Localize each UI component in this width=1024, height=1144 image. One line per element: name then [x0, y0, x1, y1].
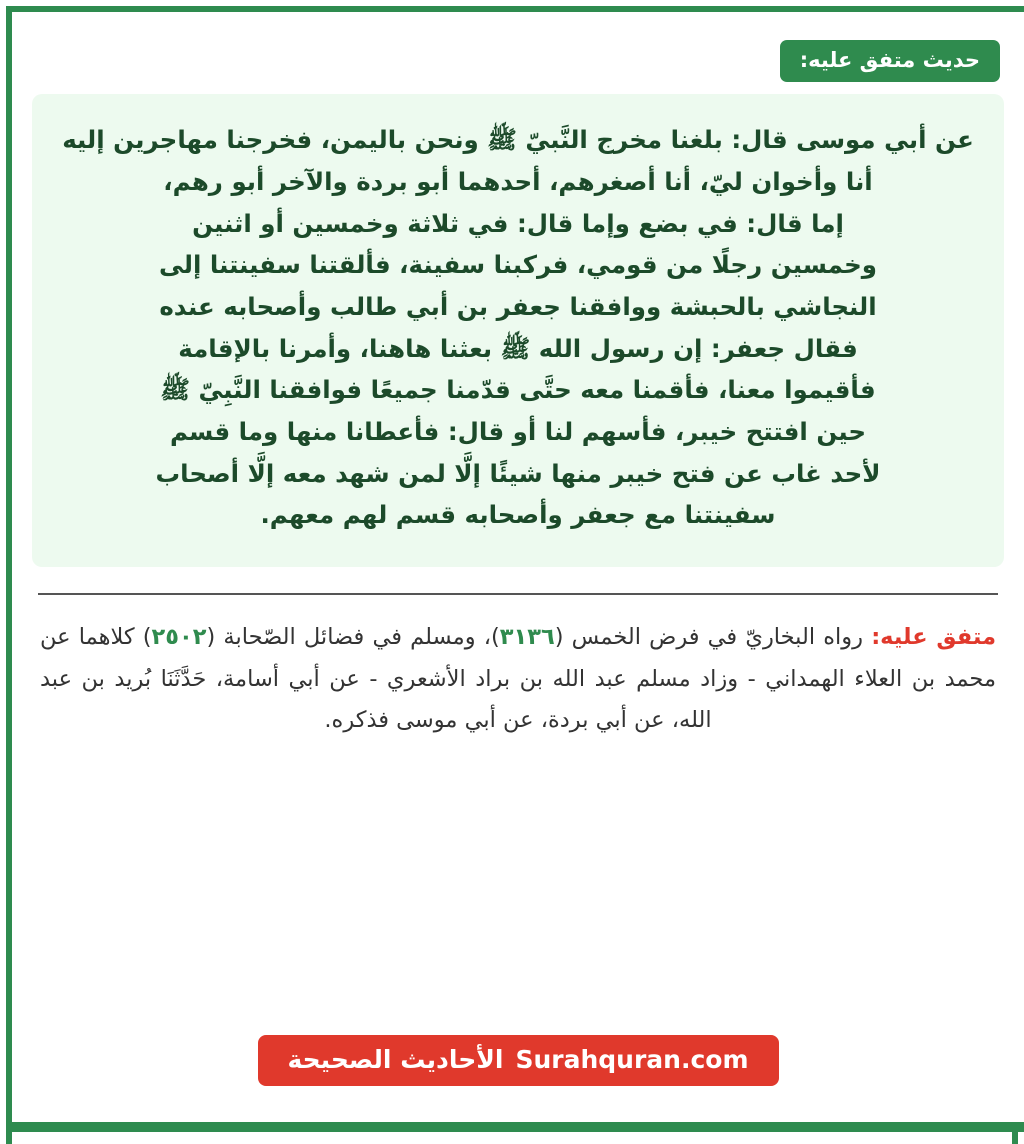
- hadith-line: سفينتنا مع جعفر وأصحابه قسم لهم معهم.: [260, 500, 776, 530]
- reference-text-3: ) كلاهما عن محمد بن العلاء الهمداني - وزاد مسلم عبد الله بن براد الأشعري - عن أبي أسامة، حَدَّثَنَا بُريد بن عبد الله، عن أبي بردة، عن أبي موسى فذكره.: [40, 624, 996, 734]
- footer-row: [12, 1035, 1024, 1086]
- hadith-line: عن أبي موسى قال: بلغنا مخرج النَّبيّ ﷺ ونحن باليمن، فخرجنا مهاجرين إليه: [62, 125, 974, 155]
- hadith-line: فقال جعفر: إن رسول الله ﷺ بعثنا هاهنا، وأمرنا بالإقامة: [178, 333, 858, 363]
- hadith-text-box: [32, 94, 1004, 567]
- header-row: [32, 40, 1004, 82]
- reference-paragraph: [32, 617, 1004, 742]
- hadith-line: حين افتتح خيبر، فأسهم لنا أو قال: فأعطانا منها وما قسم: [169, 417, 867, 446]
- reference-label: متفق عليه:: [871, 624, 997, 651]
- reference-text-2: )، ومسلم في فضائل الصّحابة (: [206, 624, 500, 651]
- hadith-line: أنا وأخوان ليّ، أنا أصغرهم، أحدهما أبو بردة والآخر أبو رهم،: [163, 166, 873, 196]
- site-name: Surahquran.com: [515, 1045, 749, 1074]
- reference-number-bukhari: ٣١٣٦: [499, 624, 555, 651]
- document-content: [12, 12, 1024, 1122]
- reference-number-muslim: ٢٥٠٢: [151, 624, 207, 651]
- hadith-line: فأقيموا معنا، فأقمنا معه حتَّى قدّمنا جميعًا فوافقنا النَّبِيّ ﷺ: [160, 375, 876, 405]
- section-divider: [38, 593, 998, 595]
- site-tagline: الأحاديث الصحيحة: [287, 1045, 504, 1074]
- reference-text-1: رواه البخاريّ في فرض الخمس (: [554, 624, 872, 651]
- hadith-line: لأحد غاب عن فتح خيبر منها شيئًا إلَّا لمن شهد معه إلَّا أصحاب: [155, 458, 881, 488]
- hadith-line: النجاشي بالحبشة ووافقنا جعفر بن أبي طالب وأصحابه عنده: [159, 291, 877, 321]
- hadith-grade-badge: حديث متفق عليه:: [780, 40, 1000, 82]
- hadith-line: وخمسين رجلًا من قومي، فركبنا سفينة، فألقتنا سفينتنا إلى: [159, 250, 877, 280]
- hadith-line: إما قال: في بضع وإما قال: في ثلاثة وخمسين أو اثنين: [192, 208, 844, 238]
- site-footer-badge[interactable]: [258, 1035, 779, 1086]
